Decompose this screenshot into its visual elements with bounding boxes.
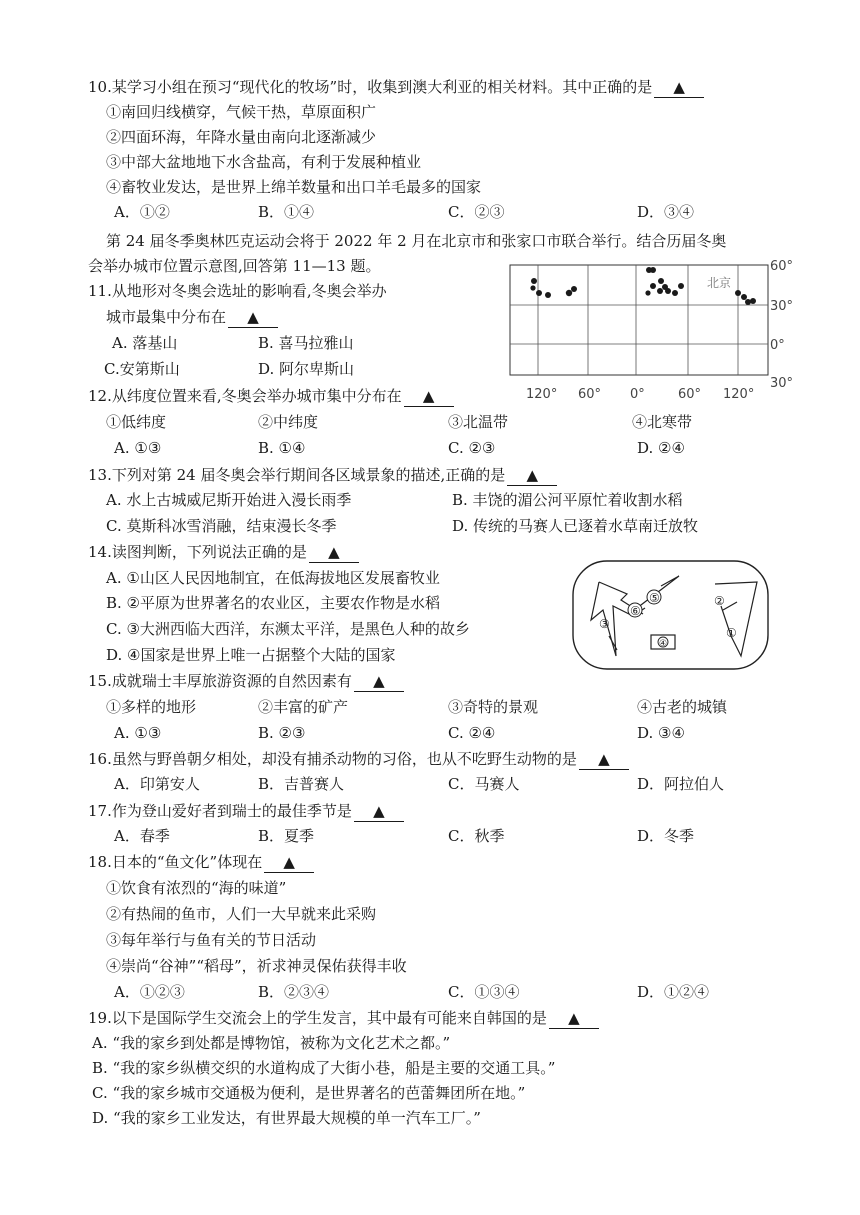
q15-item-3: ③奇特的景观	[448, 698, 539, 716]
q15-option-d: D. ③④	[637, 724, 685, 742]
q12-option-d: D. ②④	[637, 439, 685, 457]
q10-item-3: ③中部大盆地地下水含盐高，有利于发展种植业	[106, 153, 422, 171]
q11-option-d: D. 阿尔卑斯山	[258, 360, 355, 378]
q12-stem: 12.从纬度位置来看,冬奥会举办城市集中分布在 ▲	[88, 386, 454, 407]
q12-item-4: ④北寒带	[632, 413, 693, 431]
q15-item-4: ④古老的城镇	[637, 698, 728, 716]
q16-option-a: A．印第安人	[114, 775, 200, 793]
lon-label-0: 0°	[630, 387, 645, 402]
q11-option-a: A. 落基山	[112, 334, 178, 352]
q10-item-4: ④畜牧业发达，是世界上绵羊数量和出口羊毛最多的国家	[106, 178, 482, 196]
q11-option-c: C.安第斯山	[104, 360, 180, 378]
diagram-label-1: ①	[726, 626, 737, 640]
q17-stem: 17.作为登山爱好者到瑞士的最佳季节是 ▲	[88, 801, 404, 822]
q10-option-a: A．①②	[114, 203, 170, 221]
world-sketch-diagram	[571, 558, 771, 673]
beijing-label: 北京	[707, 276, 732, 290]
diagram-label-5: ⑤	[649, 591, 660, 605]
q16-stem: 16.虽然与野兽朝夕相处，却没有捕杀动物的习俗，也从不吃野生动物的是 ▲	[88, 749, 629, 770]
q18-option-b: B．②③④	[258, 983, 330, 1001]
answer-blank: ▲	[507, 465, 557, 486]
olympic-cities-map	[508, 258, 798, 406]
q18-item-2: ②有热闹的鱼市，人们一大早就来此采购	[106, 905, 377, 923]
q18-option-c: C．①③④	[448, 983, 520, 1001]
q18-item-1: ①饮食有浓烈的“海的味道”	[106, 879, 287, 897]
q19-stem: 19.以下是国际学生交流会上的学生发言，其中最有可能来自韩国的是 ▲	[88, 1008, 599, 1029]
answer-blank: ▲	[549, 1008, 599, 1029]
q10-item-1: ①南回归线横穿，气候干热，草原面积广	[106, 103, 377, 121]
q15-option-c: C. ②④	[448, 724, 496, 742]
q10-option-b: B．①④	[258, 203, 315, 221]
q19-option-a: A. “我的家乡到处都是博物馆，被称为文化艺术之都。”	[92, 1034, 451, 1052]
intro-line-2: 会举办城市位置示意图,回答第 11—13 题。	[88, 257, 381, 275]
q12-option-a: A. ①③	[114, 439, 162, 457]
lon-label-60w: 60°	[578, 387, 602, 402]
lon-label-120e: 120°	[723, 387, 755, 402]
lat-label-30s: 30°	[770, 376, 794, 391]
q14-option-a: A. ①山区人民因地制宜，在低海拔地区发展畜牧业	[106, 569, 440, 587]
diagram-label-3: ③	[599, 617, 610, 631]
q18-option-d: D．①②④	[637, 983, 710, 1001]
q13-option-b: B. 丰饶的湄公河平原忙着收割水稻	[452, 491, 683, 509]
q13-option-d: D. 传统的马赛人已逐着水草南迁放牧	[452, 517, 699, 535]
q18-option-a: A．①②③	[114, 983, 185, 1001]
q17-option-a: A．春季	[114, 827, 170, 845]
q14-option-b: B. ②平原为世界著名的农业区，主要农作物是水稻	[106, 594, 441, 612]
q13-option-c: C. 莫斯科冰雪消融，结束漫长冬季	[106, 517, 337, 535]
q17-option-c: C．秋季	[448, 827, 505, 845]
q13-option-a: A. 水上古城威尼斯开始进入漫长雨季	[106, 491, 352, 509]
q10-option-d: D．③④	[637, 203, 695, 221]
answer-blank: ▲	[228, 307, 278, 328]
q11-stem-line-2: 城市最集中分布在 ▲	[106, 307, 278, 328]
q15-item-2: ②丰富的矿产	[258, 698, 349, 716]
q15-option-b: B. ②③	[258, 724, 306, 742]
q18-stem: 18.日本的“鱼文化”体现在 ▲	[88, 852, 314, 873]
q15-option-a: A. ①③	[114, 724, 162, 742]
q12-item-1: ①低纬度	[106, 413, 167, 431]
q12-item-2: ②中纬度	[258, 413, 319, 431]
q14-option-d: D. ④国家是世界上唯一占据整个大陆的国家	[106, 646, 396, 664]
q18-item-4: ④崇尚“谷神”“稻母”，祈求神灵保佑获得丰收	[106, 957, 407, 975]
q10-option-c: C．②③	[448, 203, 505, 221]
q19-option-d: D. “我的家乡工业发达，有世界最大规模的单一汽车工厂。”	[92, 1109, 481, 1127]
q11-option-b: B. 喜马拉雅山	[258, 334, 354, 352]
answer-blank: ▲	[654, 77, 704, 98]
q14-option-c: C. ③大洲西临大西洋，东濒太平洋，是黑色人种的故乡	[106, 620, 470, 638]
diagram-label-2: ②	[714, 594, 725, 608]
diagram-label-4: ④	[659, 639, 668, 649]
q10-item-2: ②四面环海，年降水量由南向北逐渐减少	[106, 128, 377, 146]
q16-option-c: C．马赛人	[448, 775, 520, 793]
answer-blank: ▲	[579, 749, 629, 770]
diagram-label-6: ⑥	[630, 604, 641, 618]
lon-label-60e: 60°	[678, 387, 702, 402]
lon-label-120w: 120°	[526, 387, 558, 402]
q14-stem: 14.读图判断，下列说法正确的是 ▲	[88, 542, 359, 563]
q12-item-3: ③北温带	[448, 413, 509, 431]
answer-blank: ▲	[404, 386, 454, 407]
q19-option-b: B. “我的家乡纵横交织的水道构成了大街小巷，船是主要的交通工具。”	[92, 1059, 556, 1077]
q15-item-1: ①多样的地形	[106, 698, 197, 716]
answer-blank: ▲	[354, 671, 404, 692]
intro-line-1: 第 24 届冬季奥林匹克运动会将于 2022 年 2 月在北京市和张家口市联合举行。结合历届冬奥	[106, 232, 727, 250]
lat-label-30n: 30°	[770, 299, 794, 314]
lat-label-0: 0°	[770, 338, 785, 353]
lat-label-60n: 60°	[770, 259, 794, 274]
answer-blank: ▲	[309, 542, 359, 563]
q19-option-c: C. “我的家乡城市交通极为便利，是世界著名的芭蕾舞团所在地。”	[92, 1084, 526, 1102]
q18-item-3: ③每年举行与鱼有关的节日活动	[106, 931, 317, 949]
q13-stem: 13.下列对第 24 届冬奥会举行期间各区域景象的描述,正确的是 ▲	[88, 465, 557, 486]
q12-option-b: B. ①④	[258, 439, 306, 457]
q17-option-b: B．夏季	[258, 827, 315, 845]
q10-stem: 10.某学习小组在预习“现代化的牧场”时，收集到澳大利亚的相关材料。其中正确的是 ▲	[88, 77, 704, 98]
answer-blank: ▲	[354, 801, 404, 822]
q12-option-c: C. ②③	[448, 439, 496, 457]
q16-option-d: D．阿拉伯人	[637, 775, 725, 793]
q15-stem: 15.成就瑞士丰厚旅游资源的自然因素有 ▲	[88, 671, 404, 692]
q17-option-d: D．冬季	[637, 827, 695, 845]
q11-stem-line-1: 11.从地形对冬奥会选址的影响看,冬奥会举办	[88, 282, 387, 300]
q16-option-b: B．吉普赛人	[258, 775, 345, 793]
answer-blank: ▲	[264, 852, 314, 873]
